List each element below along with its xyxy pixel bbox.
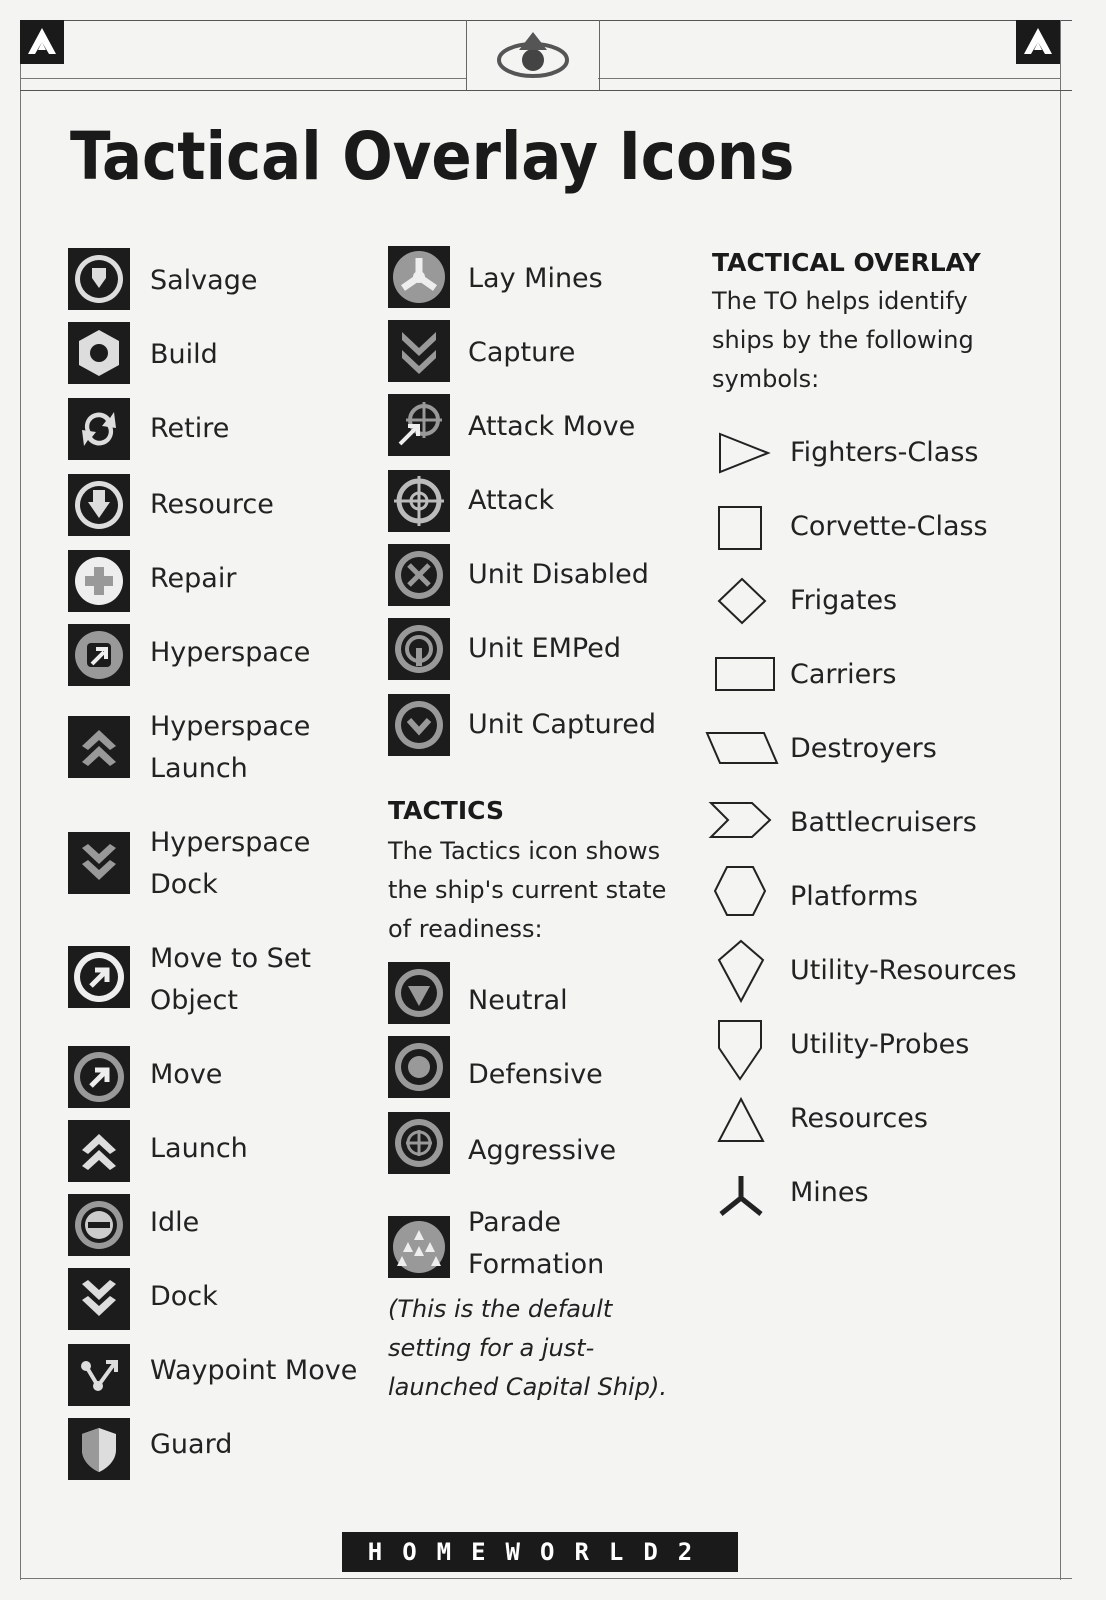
label-move-to-set-object-line2: Object [150,985,238,1016]
frame-left [20,20,21,1580]
parade-formation-icon [388,1216,450,1278]
label-neutral: Neutral [468,985,568,1016]
label-hyperspace-launch: Hyperspace [150,711,311,742]
frame-bottom [20,1578,1072,1579]
aggressive-icon [388,1112,450,1174]
hiigaran-emblem-icon [467,20,599,90]
label-utility-probes: Utility-Probes [790,1029,970,1060]
move-to-set-object-icon [68,946,130,1008]
header-emblem [466,20,600,90]
unit-emped-icon [388,618,450,680]
diamond-icon [716,576,768,626]
build-icon [68,322,130,384]
triangle-right-icon [716,430,772,476]
square-icon [716,504,766,552]
label-idle: Idle [150,1207,200,1238]
label-waypoint-move: Waypoint Move [150,1355,358,1386]
label-carriers: Carriers [790,659,897,690]
salvage-icon [68,248,130,310]
label-hyperspace: Hyperspace [150,637,311,668]
label-unit-emped: Unit EMPed [468,633,621,664]
label-utility-resources: Utility-Resources [790,955,1017,986]
page-title: Tactical Overlay Icons [70,118,795,195]
label-attack: Attack [468,485,555,516]
chevron-arrow-icon [708,800,774,840]
label-battlecruisers: Battlecruisers [790,807,977,838]
footer-brand: HOMEWORLD2 [342,1532,738,1572]
retire-icon [68,398,130,460]
dock-icon [68,1268,130,1330]
label-capture: Capture [468,337,576,368]
tactical-overlay-text: The TO helps identify ships by the following symbols: [712,287,974,393]
label-destroyers: Destroyers [790,733,937,764]
label-aggressive: Aggressive [468,1135,617,1166]
hyperspace-launch-icon [68,716,130,778]
repair-icon [68,550,130,612]
attack-move-icon [388,394,450,456]
label-launch: Launch [150,1133,248,1164]
label-build: Build [150,339,218,370]
label-unit-disabled: Unit Disabled [468,559,649,590]
hyperspace-dock-icon [68,832,130,894]
kite-icon [716,938,766,1004]
neutral-icon [388,962,450,1024]
label-hyperspace-dock: Hyperspace [150,827,311,858]
label-guard: Guard [150,1429,233,1460]
launch-icon [68,1120,130,1182]
label-defensive: Defensive [468,1059,603,1090]
tactics-heading: TACTICS [388,796,504,825]
attack-icon [388,470,450,532]
label-parade-formation-line2: Formation [468,1249,605,1280]
label-unit-captured: Unit Captured [468,709,657,740]
homeworld-logo-icon [1016,20,1060,64]
tactics-text: The Tactics icon shows the ship's current state of readiness: [388,837,667,943]
move-icon [68,1046,130,1108]
label-resource: Resource [150,489,274,520]
unit-captured-icon [388,694,450,756]
lay-mines-icon [388,246,450,308]
y-shape-icon [716,1172,766,1218]
label-move: Move [150,1059,223,1090]
hexagon-icon [712,864,768,918]
header-rule-bottom [20,90,1072,91]
header-rule [598,78,1060,79]
tactical-overlay-heading: TACTICAL OVERLAY [712,248,981,277]
defensive-icon [388,1036,450,1098]
tactics-note: (This is the default setting for a just- launched Capital Ship). [388,1295,667,1401]
resource-icon [68,474,130,536]
label-dock: Dock [150,1281,218,1312]
idle-icon [68,1194,130,1256]
label-fighters-class: Fighters-Class [790,437,979,468]
label-platforms: Platforms [790,881,918,912]
frame-right [1060,20,1061,1580]
homeworld-logo-icon [20,20,64,64]
header-rule [20,78,466,79]
unit-disabled-icon [388,544,450,606]
parallelogram-icon [704,730,780,766]
label-resources: Resources [790,1103,928,1134]
label-frigates: Frigates [790,585,898,616]
label-corvette-class: Corvette-Class [790,511,988,542]
rectangle-icon [714,656,778,694]
label-mines: Mines [790,1177,869,1208]
label-salvage: Salvage [150,265,258,296]
waypoint-move-icon [68,1344,130,1406]
label-lay-mines: Lay Mines [468,263,603,294]
capture-icon [388,320,450,382]
label-retire: Retire [150,413,230,444]
label-hyperspace-dock-line2: Dock [150,869,218,900]
triangle-up-icon [716,1096,766,1144]
label-hyperspace-launch-line2: Launch [150,753,248,784]
label-attack-move: Attack Move [468,411,636,442]
guard-icon [68,1418,130,1480]
hyperspace-icon [68,624,130,686]
pentagon-down-icon [716,1018,764,1082]
label-repair: Repair [150,563,237,594]
label-parade-formation: Parade [468,1207,562,1238]
label-move-to-set-object: Move to Set [150,943,312,974]
